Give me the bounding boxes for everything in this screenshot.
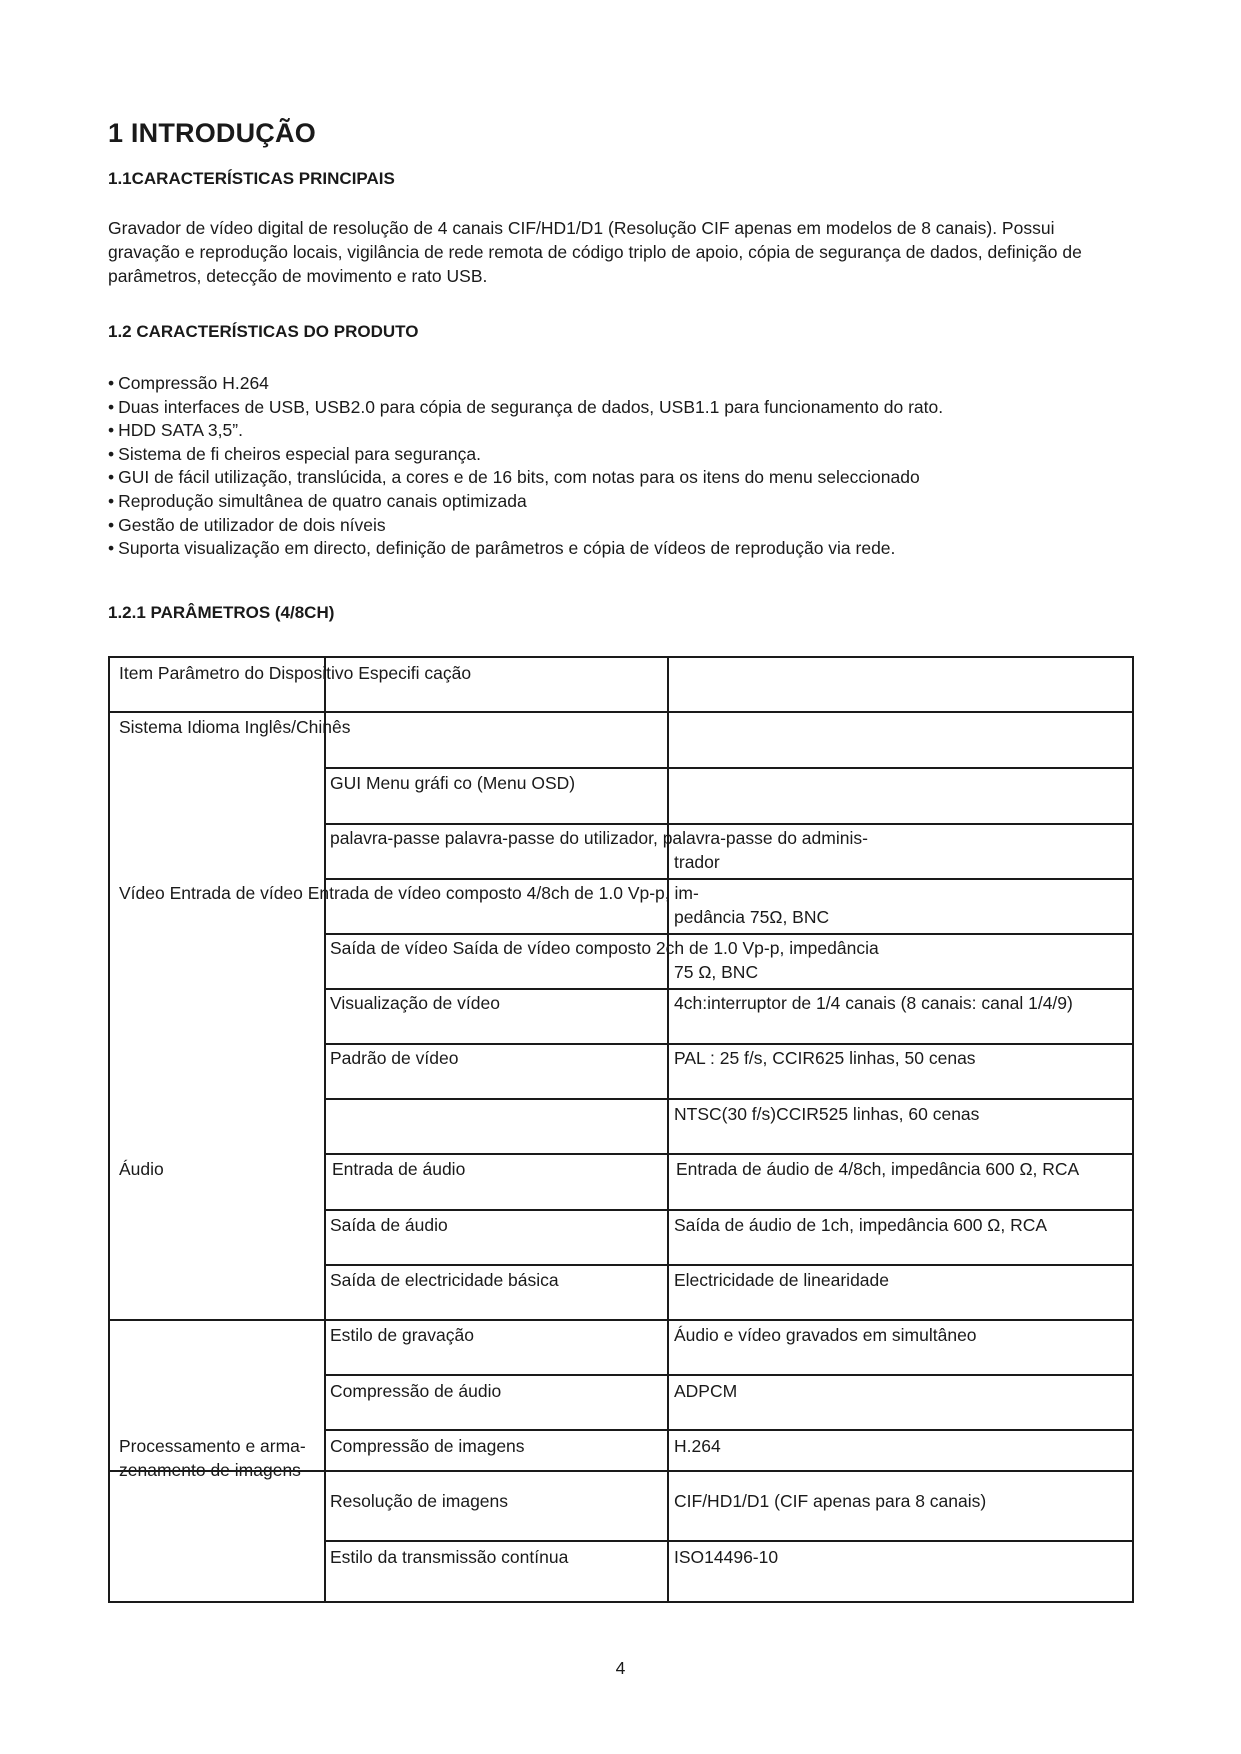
stream-style-label: Estilo da transmissão contínua xyxy=(330,1547,569,1567)
audio-input-label: Entrada de áudio xyxy=(332,1159,466,1179)
recording-style-label: Estilo de gravação xyxy=(330,1325,474,1345)
table-row-video-input: Vídeo Entrada de vídeo Entrada de vídeo composto 4/8ch de 1.0 Vp-p, im- xyxy=(119,883,699,903)
list-item: • Suporta visualização em directo, definição de parâmetros e cópia de vídeos de reprodução via rede. xyxy=(108,537,1138,561)
table-row-system: Sistema Idioma Inglês/Chinês xyxy=(119,717,351,737)
list-item: • Duas interfaces de USB, USB2.0 para cópia de segurança de dados, USB1.1 para funcionamento do rato. xyxy=(108,396,1138,420)
image-compression-label: Compressão de imagens xyxy=(330,1436,525,1456)
intro-line: Gravador de vídeo digital de resolução de 4 canais CIF/HD1/D1 (Resolução CIF apenas em modelos de 8 canais). Possui xyxy=(108,218,1055,238)
table-row-divider xyxy=(324,1153,1132,1155)
table-row-divider xyxy=(324,823,1132,825)
table-row-video-output-cont: 75 Ω, BNC xyxy=(674,962,759,982)
table-row-divider xyxy=(324,1429,1132,1431)
audio-output-label: Saída de áudio xyxy=(330,1215,448,1235)
table-divider-col1 xyxy=(324,658,326,1601)
table-row-password-cont: trador xyxy=(674,852,720,872)
video-standard-pal: PAL : 25 f/s, CCIR625 linhas, 50 cenas xyxy=(674,1048,976,1068)
table-row-divider xyxy=(324,1264,1132,1266)
list-item: • Reprodução simultânea de quatro canais optimizada xyxy=(108,490,1138,514)
electricity-value: Electricidade de linearidade xyxy=(674,1270,889,1290)
document-body xyxy=(108,118,1138,623)
image-resolution-label: Resolução de imagens xyxy=(330,1491,509,1511)
table-row-divider xyxy=(324,1098,1132,1100)
table-row-password: palavra-passe palavra-passe do utilizador, palavra-passe do adminis- xyxy=(330,828,868,848)
audio-item: Áudio xyxy=(119,1159,164,1179)
table-row-divider xyxy=(324,767,1132,769)
table-row-divider xyxy=(324,988,1132,990)
intro-line: parâmetros, detecção de movimento e rato USB. xyxy=(108,266,488,286)
section-heading-main-features: 1.1CARACTERÍSTICAS PRINCIPAIS xyxy=(108,169,395,188)
table-divider-col2 xyxy=(667,658,669,1601)
processing-item: Processamento e arma- xyxy=(119,1436,306,1456)
table-row-divider xyxy=(324,1043,1132,1045)
table-row-divider xyxy=(324,1209,1132,1211)
intro-line: gravação e reprodução locais, vigilância de rede remota de código triplo de apoio, cópia de segurança de dados, definição de xyxy=(108,242,1082,262)
image-resolution-value: CIF/HD1/D1 (CIF apenas para 8 canais) xyxy=(674,1491,987,1511)
section-heading-product-features: 1.2 CARACTERÍSTICAS DO PRODUTO xyxy=(108,322,419,341)
audio-output-value: Saída de áudio de 1ch, impedância 600 Ω, RCA xyxy=(674,1215,1048,1235)
table-row-divider xyxy=(324,933,1132,935)
table-row-gui: GUI Menu gráfi co (Menu OSD) xyxy=(330,773,576,793)
list-item: • Compressão H.264 xyxy=(108,372,1138,396)
table-row-divider xyxy=(324,1374,1132,1376)
parameters-table xyxy=(108,656,1134,1603)
recording-style-value: Áudio e vídeo gravados em simultâneo xyxy=(674,1325,977,1345)
page-title: 1 INTRODUÇÃO xyxy=(108,118,316,148)
stream-style-value: ISO14496-10 xyxy=(674,1547,779,1567)
video-display-label: Visualização de vídeo xyxy=(330,993,500,1013)
electricity-label: Saída de electricidade básica xyxy=(330,1270,559,1290)
image-compression-value: H.264 xyxy=(674,1436,721,1456)
list-item: • GUI de fácil utilização, translúcida, a cores e de 16 bits, com notas para os itens do menu seleccionado xyxy=(108,466,1138,490)
video-standard-label: Padrão de vídeo xyxy=(330,1048,459,1068)
table-header-row: Item Parâmetro do Dispositivo Especifi cação xyxy=(119,663,472,683)
audio-compression-label: Compressão de áudio xyxy=(330,1381,502,1401)
table-row-divider xyxy=(110,711,1132,713)
video-standard-ntsc: NTSC(30 f/s)CCIR525 linhas, 60 cenas xyxy=(674,1104,980,1124)
audio-compression-value: ADPCM xyxy=(674,1381,738,1401)
feature-list xyxy=(108,372,1138,561)
table-row-divider xyxy=(324,878,1132,880)
table-row-video-input-cont: pedância 75Ω, BNC xyxy=(674,907,830,927)
video-display-value: 4ch:interruptor de 1/4 canais (8 canais: canal 1/4/9) xyxy=(674,993,1073,1013)
list-item: • Gestão de utilizador de dois níveis xyxy=(108,514,1138,538)
table-row-video-output: Saída de vídeo Saída de vídeo composto 2ch de 1.0 Vp-p, impedância xyxy=(330,938,879,958)
processing-item-cont: zenamento de imagens xyxy=(119,1460,301,1480)
audio-input-value: Entrada de áudio de 4/8ch, impedância 600 Ω, RCA xyxy=(676,1159,1080,1179)
list-item: • Sistema de fi cheiros especial para segurança. xyxy=(108,443,1138,467)
intro-paragraph xyxy=(108,216,1138,288)
table-row-divider xyxy=(324,1540,1132,1542)
section-heading-parameters: 1.2.1 PARÂMETROS (4/8CH) xyxy=(108,602,335,622)
page-number: 4 xyxy=(615,1658,626,1678)
list-item: • HDD SATA 3,5”. xyxy=(108,419,1138,443)
table-row-divider xyxy=(110,1319,1132,1321)
